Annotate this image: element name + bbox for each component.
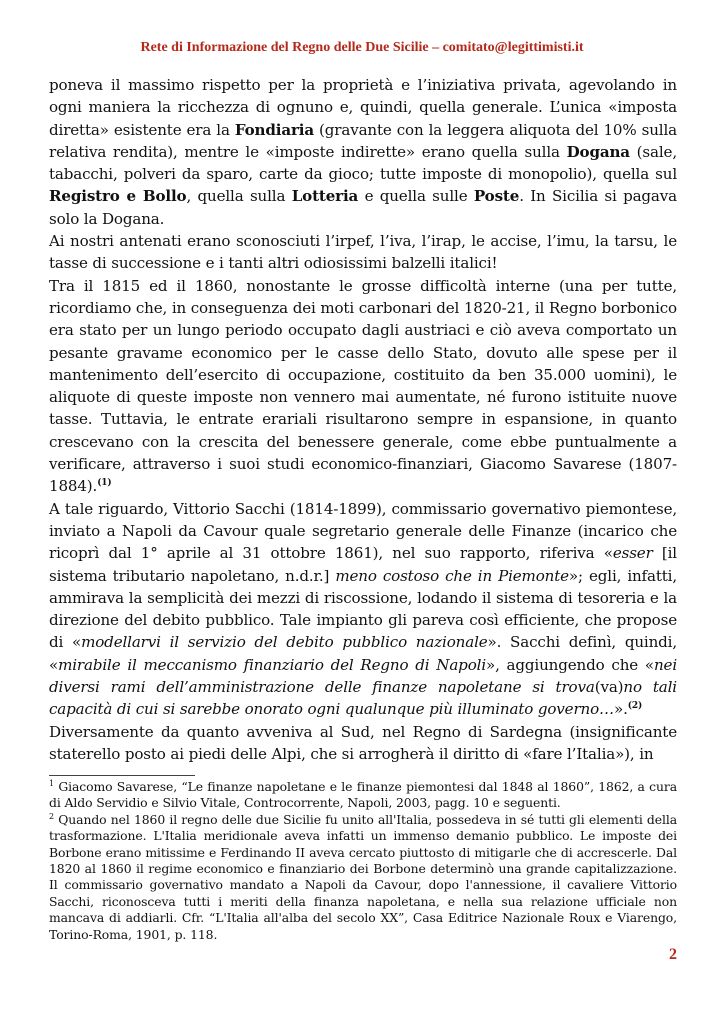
body-text bbox=[49, 74, 677, 765]
paragraph-1815-1860: Tra il 1815 ed il 1860, nonostante le grosse difficoltà interne (una per tutte, ricordiamo che, in conseguenza dei moti carbonari del 1820-21, il Regno borbonico era stato per un lungo periodo occupato dagli austriaci e ciò aveva comportato un pesante gravame economico per le casse dello Stato, dovuto alle spese per il mantenimento dell’esercito di occupazione, costituito da ben 35.000 uomini), le aliquote di queste imposte non vennero mai aumentate, né furono istituite nuove tasse. Tuttavia, le entrate erariali risultarono sempre in espansione, in quanto crescevano con la crescita del benessere generale, come ebbe puntualmente a verificare, attraverso i suoi studi economico-finanziari, Giacomo Savarese (1807-1884).$^{(1)}$ bbox=[49, 276, 677, 496]
footnote-1: $^1$ Giacomo Savarese, “Le finanze napoletane e le finanze piemontesi dal 1848 al 1860”, 1862, a cura di Aldo Servidio e Silvio Vitale, Controcorrente, Napoli, 2003, pagg. 10 e seguenti. bbox=[49, 779, 677, 811]
page-number: 2 bbox=[669, 946, 677, 963]
paragraph-ancestors: Ai nostri antenati erano sconosciuti l’irpef, l’iva, l’irap, le accise, l’imu, la tarsu, le tasse di successione e i tanti altri odiosissimi balzelli italici! bbox=[49, 232, 677, 273]
footnote-2: $^2$ Quando nel 1860 il regno delle due Sicilie fu unito all'Italia, possedeva in sé tutti gli elementi della trasformazione. L'Italia meridionale aveva infatti un immenso demanio pubblico. Le imposte dei Borbone erano mitissime e Ferdinando II aveva cercato piuttosto di mitigarle che di accrescerle. Dal 1820 al 1860 il regime economico e finanziario dei Borbone determinò una grande capitalizzazione. Il commissario governativo mandato a Napoli da Cavour, dopo l'annessione, il cavaliere Vittorio Sacchi, riconosceva tutti i meriti della finanza napoletana, e nella sua relazione ufficiale non mancava di addiarli. Cfr. “L'Italia all'alba del secolo XX”, Casa Editrice Nazionale Roux e Viarengo, Torino-Roma, 1901, p. 118. bbox=[49, 811, 677, 942]
paragraph-taxes: poneva il massimo rispetto per la proprietà e l’iniziativa privata, agevolando in ogni maniera la ricchezza di ognuno e, quindi, quella generale. L’unica «imposta diretta» esistente era la Fondiaria (gravante con la leggera aliquota del 10% sulla relativa rendita), mentre le «imposte indirette» erano quella sulla Dogana (sale, tabacchi, polveri da sparo, carte da gioco; tutte imposte di monopolio), quella sul Registro e Bollo, quella sulla Lotteria e quella sulle Poste. In Sicilia si pagava solo la Dogana. bbox=[49, 76, 678, 228]
footnote-separator bbox=[49, 775, 195, 776]
footnote-ref-2[interactable]: (2) bbox=[627, 701, 643, 712]
bold-term: Poste bbox=[473, 187, 520, 206]
footnote-number: 2 bbox=[49, 811, 54, 821]
footnote-ref-1[interactable]: (1) bbox=[97, 478, 112, 489]
paragraph-sacchi: A tale riguardo, Vittorio Sacchi (1814-1899), commissario governativo piemontese, inviato a Napoli da Cavour quale segretario generale delle Finanze (incarico che ricoprì dal 1° aprile al 31 ottobre 1861), nel suo rapporto, riferiva «esser [il sistema tributario napoletano, n.d.r.] meno costoso che in Piemonte»; egli, infatti, ammirava la semplicità dei mezzi di riscossione, lodando il sistema di tesoreria e la direzione del debito pubblico. Tale impianto gli pareva così efficiente, che propose di «modellarvi il servizio del debito pubblico nazionale». Sacchi definì, quindi, «mirabile il meccanismo finanziario del Regno di Napoli», aggiungendo che «nei diversi rami dell’amministrazione delle finanze napoletane si trova(va)no tali capacità di cui si sarebbe onorato ogni qualunque più illuminato governo…».$^{(2)}$ bbox=[49, 499, 678, 719]
bold-term: Lotteria bbox=[291, 187, 359, 206]
footnote-number: 1 bbox=[49, 779, 54, 788]
paragraph-sardegna: Diversamente da quanto avveniva al Sud, nel Regno di Sardegna (insignificante staterello posto ai piedi delle Alpi, che si arrogherà il diritto di «fare l’Italia»), in bbox=[49, 722, 677, 763]
bold-term: Registro e Bollo bbox=[49, 187, 187, 206]
footnotes bbox=[49, 779, 677, 943]
page-header: Rete di Informazione del Regno delle Due Sicilie – comitato@legittimisti.it bbox=[140, 40, 584, 55]
bold-term: Dogana bbox=[566, 142, 630, 161]
bold-term: Fondiaria bbox=[234, 120, 314, 139]
